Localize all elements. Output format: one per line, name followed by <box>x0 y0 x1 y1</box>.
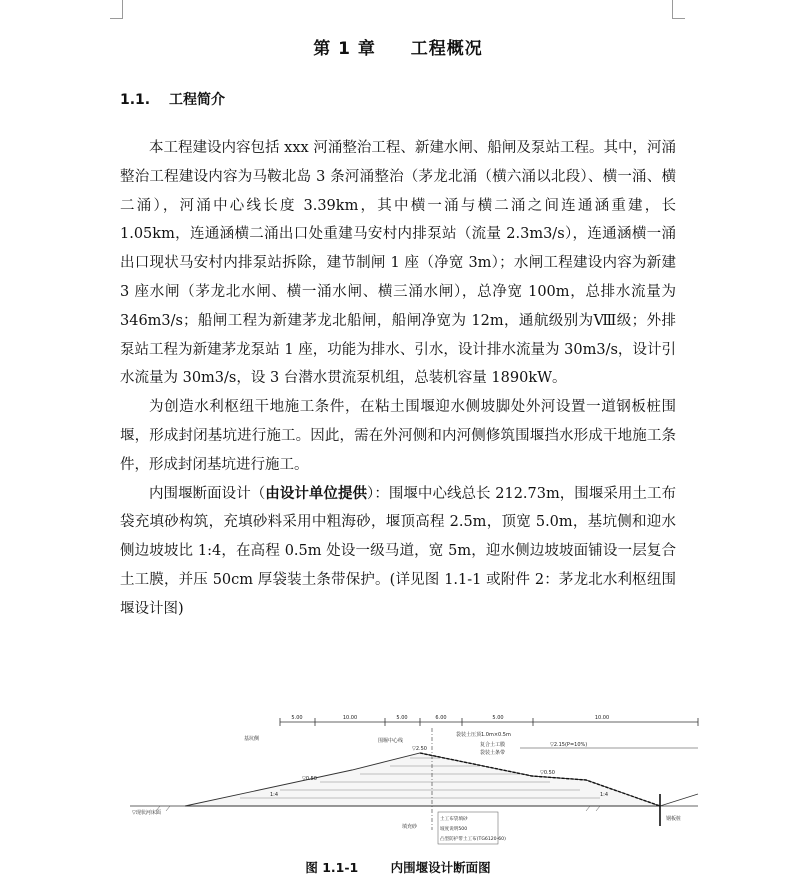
label-berm-left: ▽0.50 <box>302 776 317 782</box>
caption-title: 内围堰设计断面图 <box>390 860 491 875</box>
dim-2: 10.00 <box>342 715 358 721</box>
label-fill-sand: 填充砂 <box>402 824 418 830</box>
page-margin-mark-right <box>672 0 685 19</box>
legend-item-2: 坡度说明500 <box>440 827 468 832</box>
label-sand-bag: 袋装土条带 <box>480 750 506 756</box>
label-water-level: ▽2.15(P=10%) <box>550 742 588 748</box>
figure-caption <box>0 858 796 876</box>
label-slope-right: 1:4 <box>600 792 609 798</box>
dim-1: 5.00 <box>291 715 303 721</box>
paragraph-cofferdam-design <box>120 480 676 624</box>
legend-item-3: 凸型防护带土工布(TG6120-60) <box>440 837 506 842</box>
page-margin-mark-left <box>110 0 123 19</box>
label-pit-side: 基坑侧 <box>244 736 260 742</box>
label-top-elevation: ▽2.50 <box>412 746 427 752</box>
dim-5: 5.00 <box>492 715 504 721</box>
cofferdam-section-drawing <box>120 708 700 850</box>
design-text-post: ）：围堰中心线总长 212.73m，围堰采用土工布袋充填砂构筑，充填砂料采用中粗海砂，堰顶高程 2.5m，顶宽 5.0m，基坑侧和迎水侧边坡坡比 1:4，在高程 0.5m 处设一级马道，宽 5m，迎水侧边坡坡面铺设一层复合土工膜，并压 50cm 厚袋装土条带保护。(详见图 1.1-1 或附件 2：茅龙北水利枢纽围堰设计图) <box>120 485 677 617</box>
legend-item-1: 土工布袋填砂 <box>440 817 468 822</box>
section-heading <box>120 89 225 109</box>
label-sheet-pile: 钢板桩 <box>666 816 682 822</box>
section-number: 1.1. <box>120 92 151 108</box>
chapter-title: 工程概况 <box>410 39 483 59</box>
chapter-heading <box>0 34 796 59</box>
design-text-bold: 由设计单位提供 <box>265 485 368 502</box>
label-crest-note: 袋装土压顶1.0m×0.5m <box>456 732 511 738</box>
label-slope-left: 1:4 <box>270 792 279 798</box>
label-riverbed: ▽现状河床面 <box>132 810 161 816</box>
chapter-number: 第 1 章 <box>313 39 376 59</box>
caption-number: 图 1.1-1 <box>305 860 359 875</box>
dim-3: 5.00 <box>396 715 408 721</box>
label-axis: 围堰中心线 <box>378 738 404 744</box>
label-berm-right: ▽0.50 <box>540 770 555 776</box>
paragraph-cofferdam-purpose: 为创造水利枢纽干地施工条件，在粘土围堰迎水侧坡脚处外河设置一道钢板桩围堰，形成封闭基坑进行施工。因此，需在外河侧和内河侧修筑围堰挡水形成干地施工条件，形成封闭基坑进行施工。 <box>120 399 676 473</box>
dim-4: 6.00 <box>435 715 447 721</box>
dim-6: 10.00 <box>594 715 610 721</box>
label-geomembrane: 复合土工膜 <box>480 742 506 748</box>
section-title: 工程简介 <box>169 92 225 108</box>
paragraph-project-scope: 本工程建设内容包括 xxx 河涌整治工程、新建水闸、船闸及泵站工程。其中，河涌整治工程建设内容为马鞍北岛 3 条河涌整治（茅龙北涌（横六涌以北段）、横一涌、横二涌），河涌中心线长度 3.39km，其中横一涌与横二涌之间连通涵重建，长 1.05km，连通涵横二涌出口处重建马安村内排泵站（流量 2.3m3/s），连通涵横一涌出口现状马安村内排泵站拆除，建节制闸 1 座（净宽 3m）；水闸工程建设内容为新建 3 座水闸（茅龙北水闸、横一涌水闸、横三涌水闸），总净宽 100m，总排水流量为 346m3/s；船闸工程为新建茅龙北船闸，船闸净宽为 12m，通航级别为Ⅷ级；外排泵站工程为新建茅龙泵站 1 座，功能为排水、引水，设计排水流量为 30m3/s，设计引水流量为 30m3/s，设 3 台潜水贯流泵机组，总装机容量 1890kW。 <box>120 140 676 387</box>
body-text <box>120 134 676 624</box>
design-text-pre: 内围堰断面设计（ <box>149 485 266 502</box>
cofferdam-section-figure <box>120 708 700 850</box>
